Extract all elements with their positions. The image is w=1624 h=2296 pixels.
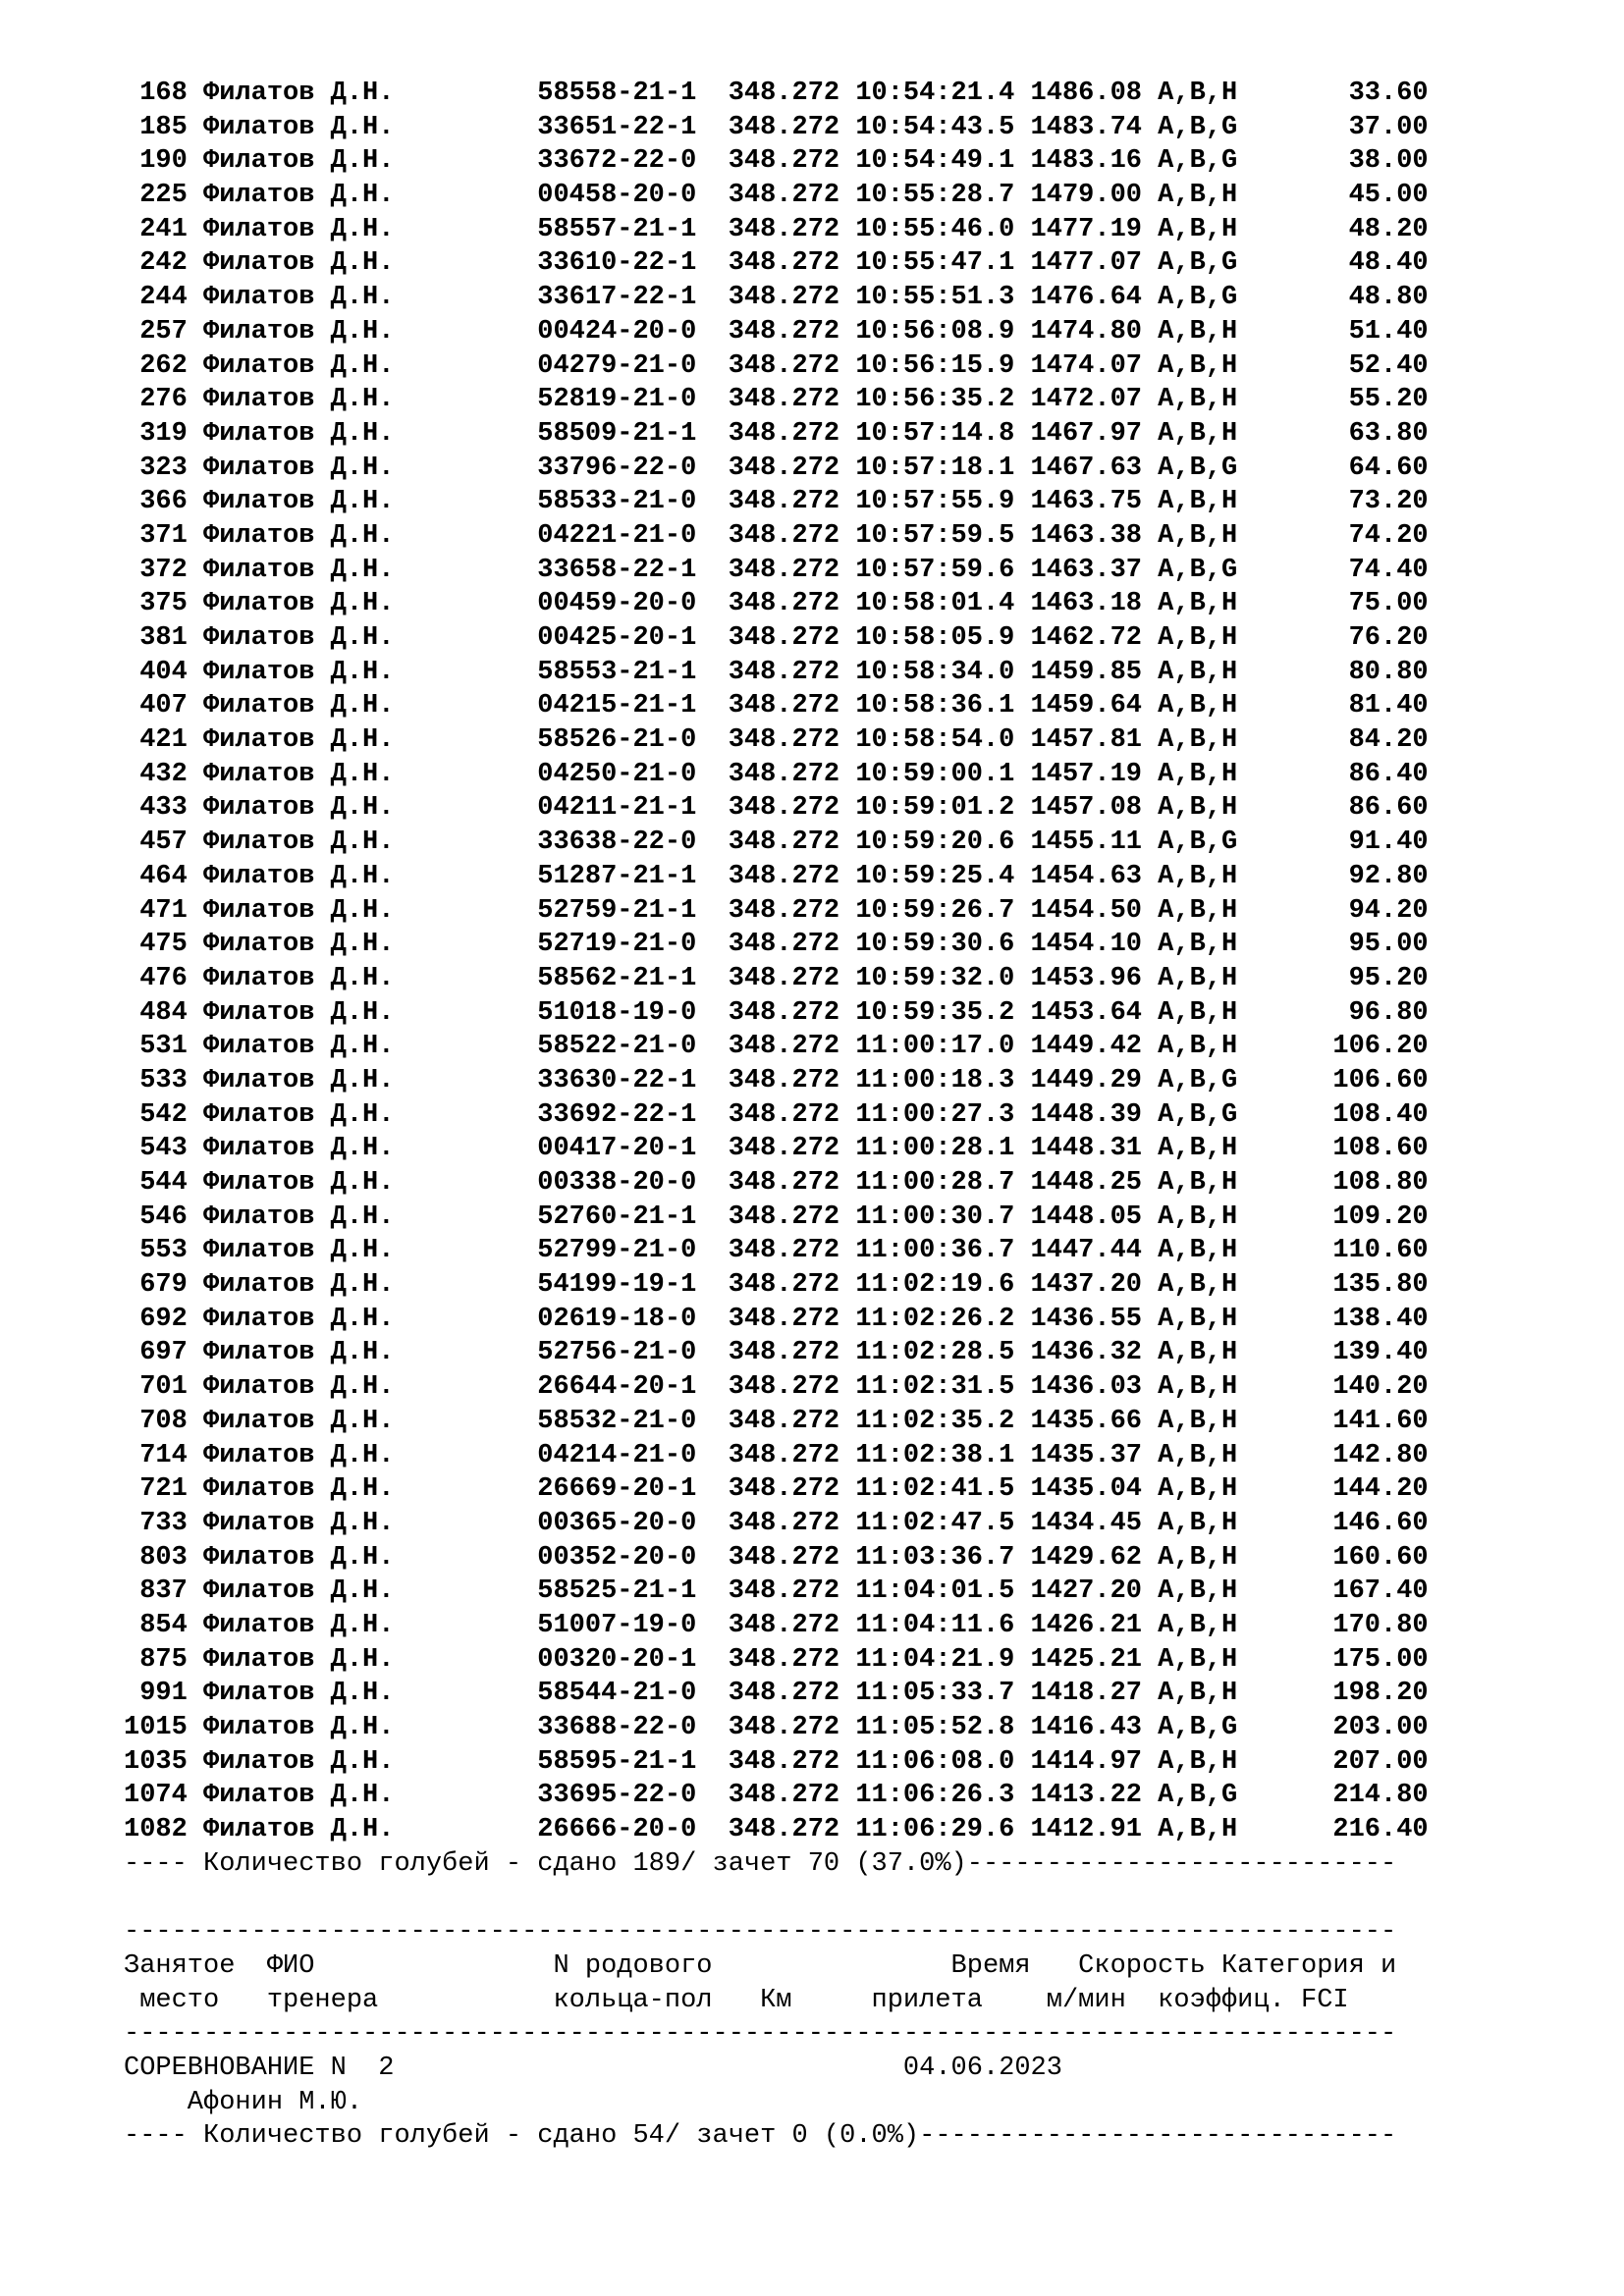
table-row: 475 Филатов Д.Н. 52719-21-0 348.272 10:59:30.6 1454.10 A,B,H 95.00 <box>124 930 1429 960</box>
table-row: 190 Филатов Д.Н. 33672-22-0 348.272 10:54:49.1 1483.16 A,B,G 38.00 <box>124 146 1429 177</box>
table-row: 542 Филатов Д.Н. 33692-22-1 348.272 11:00:27.3 1448.39 A,B,G 108.40 <box>124 1099 1429 1130</box>
table-row: 733 Филатов Д.Н. 00365-20-0 348.272 11:02:47.5 1434.45 A,B,H 146.60 <box>124 1508 1429 1538</box>
table-row: 381 Филатов Д.Н. 00425-20-1 348.272 10:58:05.9 1462.72 A,B,H 76.20 <box>124 623 1429 653</box>
table-row: 244 Филатов Д.Н. 33617-22-1 348.272 10:55:51.3 1476.64 A,B,G 48.80 <box>124 283 1429 313</box>
table-row: 242 Филатов Д.Н. 33610-22-1 348.272 10:55:47.1 1477.07 A,B,G 48.40 <box>124 248 1429 279</box>
competition-line: СОРЕВНОВАНИЕ N 2 04.06.2023 <box>124 2053 1062 2083</box>
table-row: 372 Филатов Д.Н. 33658-22-1 348.272 10:57:59.6 1463.37 A,B,G 74.40 <box>124 555 1429 585</box>
header-separator-bottom: -------------------------------------------------------------------------------- <box>124 2019 1397 2050</box>
table-row: 241 Филатов Д.Н. 58557-21-1 348.272 10:55:46.0 1477.19 A,B,H 48.20 <box>124 214 1429 244</box>
table-row: 708 Филатов Д.Н. 58532-21-0 348.272 11:02:35.2 1435.66 A,B,H 141.60 <box>124 1406 1429 1436</box>
table-row: 484 Филатов Д.Н. 51018-19-0 348.272 10:59:35.2 1453.64 A,B,H 96.80 <box>124 997 1429 1028</box>
table-row: 854 Филатов Д.Н. 51007-19-0 348.272 11:04:11.6 1426.21 A,B,H 170.80 <box>124 1610 1429 1640</box>
column-header-row-1: Занятое ФИО N родового Время Скорость Категория и <box>124 1950 1397 1981</box>
table-row: 692 Филатов Д.Н. 02619-18-0 348.272 11:02:26.2 1436.55 A,B,H 138.40 <box>124 1304 1429 1334</box>
table-row: 533 Филатов Д.Н. 33630-22-1 348.272 11:00:18.3 1449.29 A,B,G 106.60 <box>124 1065 1429 1095</box>
table-row: 421 Филатов Д.Н. 58526-21-0 348.272 10:58:54.0 1457.81 A,B,H 84.20 <box>124 725 1429 756</box>
header-separator-top: -------------------------------------------------------------------------------- <box>124 1917 1397 1948</box>
table-row: 531 Филатов Д.Н. 58522-21-0 348.272 11:00:17.0 1449.42 A,B,H 106.20 <box>124 1032 1429 1062</box>
table-row: 433 Филатов Д.Н. 04211-21-1 348.272 10:59:01.2 1457.08 A,B,H 86.60 <box>124 793 1429 824</box>
column-header-row-2: место тренера кольца-пол Км прилета м/мин коэффиц. FCI <box>124 1985 1349 2015</box>
table-row: 257 Филатов Д.Н. 00424-20-0 348.272 10:56:08.9 1474.80 A,B,H 51.40 <box>124 316 1429 347</box>
summary-line-2: ---- Количество голубей - сдано 54/ зачет 0 (0.0%)------------------------------ <box>124 2121 1397 2152</box>
table-row: 476 Филатов Д.Н. 58562-21-1 348.272 10:59:32.0 1453.96 A,B,H 95.20 <box>124 963 1429 993</box>
table-row: 371 Филатов Д.Н. 04221-21-0 348.272 10:57:59.5 1463.38 A,B,H 74.20 <box>124 520 1429 551</box>
table-row: 721 Филатов Д.Н. 26669-20-1 348.272 11:02:41.5 1435.04 A,B,H 144.20 <box>124 1474 1429 1505</box>
table-row: 991 Филатов Д.Н. 58544-21-0 348.272 11:05:33.7 1418.27 A,B,H 198.20 <box>124 1679 1429 1709</box>
table-row: 875 Филатов Д.Н. 00320-20-1 348.272 11:04:21.9 1425.21 A,B,H 175.00 <box>124 1644 1429 1675</box>
table-row: 168 Филатов Д.Н. 58558-21-1 348.272 10:54:21.4 1486.08 A,B,H 33.60 <box>124 79 1429 108</box>
blank-line <box>124 1881 1606 1915</box>
table-row: 407 Филатов Д.Н. 04215-21-1 348.272 10:58:36.1 1459.64 A,B,H 81.40 <box>124 691 1429 721</box>
table-row: 464 Филатов Д.Н. 51287-21-1 348.272 10:59:25.4 1454.63 A,B,H 92.80 <box>124 861 1429 891</box>
summary-line-1: ---- Количество голубей - сдано 189/ зачет 70 (37.0%)--------------------------- <box>124 1848 1397 1879</box>
table-row: 544 Филатов Д.Н. 00338-20-0 348.272 11:00:28.7 1448.25 A,B,H 108.80 <box>124 1168 1429 1198</box>
table-row: 319 Филатов Д.Н. 58509-21-1 348.272 10:57:14.8 1467.97 A,B,H 63.80 <box>124 418 1429 449</box>
table-row: 546 Филатов Д.Н. 52760-21-1 348.272 11:00:30.7 1448.05 A,B,H 109.20 <box>124 1201 1429 1232</box>
results-table <box>124 77 1606 1847</box>
table-row: 225 Филатов Д.Н. 00458-20-0 348.272 10:55:28.7 1479.00 A,B,H 45.00 <box>124 181 1429 211</box>
table-row: 432 Филатов Д.Н. 04250-21-0 348.272 10:59:00.1 1457.19 A,B,H 86.40 <box>124 759 1429 789</box>
table-row: 803 Филатов Д.Н. 00352-20-0 348.272 11:03:36.7 1429.62 A,B,H 160.60 <box>124 1542 1429 1573</box>
table-row: 679 Филатов Д.Н. 54199-19-1 348.272 11:02:19.6 1437.20 A,B,H 135.80 <box>124 1270 1429 1301</box>
table-row: 366 Филатов Д.Н. 58533-21-0 348.272 10:57:55.9 1463.75 A,B,H 73.20 <box>124 487 1429 517</box>
table-row: 1035 Филатов Д.Н. 58595-21-1 348.272 11:06:08.0 1414.97 A,B,H 207.00 <box>124 1746 1429 1777</box>
table-row: 697 Филатов Д.Н. 52756-21-0 348.272 11:02:28.5 1436.32 A,B,H 139.40 <box>124 1338 1429 1368</box>
table-row: 714 Филатов Д.Н. 04214-21-0 348.272 11:02:38.1 1435.37 A,B,H 142.80 <box>124 1440 1429 1470</box>
table-row: 457 Филатов Д.Н. 33638-22-0 348.272 10:59:20.6 1455.11 A,B,G 91.40 <box>124 828 1429 858</box>
table-row: 471 Филатов Д.Н. 52759-21-1 348.272 10:59:26.7 1454.50 A,B,H 94.20 <box>124 895 1429 926</box>
table-row: 837 Филатов Д.Н. 58525-21-1 348.272 11:04:01.5 1427.20 A,B,H 167.40 <box>124 1576 1429 1607</box>
table-row: 375 Филатов Д.Н. 00459-20-0 348.272 10:58:01.4 1463.18 A,B,H 75.00 <box>124 589 1429 619</box>
table-row: 323 Филатов Д.Н. 33796-22-0 348.272 10:57:18.1 1467.63 A,B,G 64.60 <box>124 453 1429 483</box>
table-row: 553 Филатов Д.Н. 52799-21-0 348.272 11:00:36.7 1447.44 A,B,H 110.60 <box>124 1236 1429 1266</box>
table-row: 262 Филатов Д.Н. 04279-21-0 348.272 10:56:15.9 1474.07 A,B,H 52.40 <box>124 350 1429 381</box>
table-row: 276 Филатов Д.Н. 52819-21-0 348.272 10:56:35.2 1472.07 A,B,H 55.20 <box>124 385 1429 415</box>
table-row: 701 Филатов Д.Н. 26644-20-1 348.272 11:02:31.5 1436.03 A,B,H 140.20 <box>124 1372 1429 1403</box>
table-row: 185 Филатов Д.Н. 33651-22-1 348.272 10:54:43.5 1483.74 A,B,G 37.00 <box>124 112 1429 142</box>
table-row: 1074 Филатов Д.Н. 33695-22-0 348.272 11:06:26.3 1413.22 A,B,G 214.80 <box>124 1781 1429 1811</box>
table-row: 404 Филатов Д.Н. 58553-21-1 348.272 10:58:34.0 1459.85 A,B,H 80.80 <box>124 657 1429 687</box>
results-document <box>124 77 1606 2154</box>
table-row: 543 Филатов Д.Н. 00417-20-1 348.272 11:00:28.1 1448.31 A,B,H 108.60 <box>124 1134 1429 1164</box>
trainer-line: Афонин М.Ю. <box>124 2087 363 2117</box>
table-row: 1015 Филатов Д.Н. 33688-22-0 348.272 11:05:52.8 1416.43 A,B,G 203.00 <box>124 1713 1429 1742</box>
table-row: 1082 Филатов Д.Н. 26666-20-0 348.272 11:06:29.6 1412.91 A,B,H 216.40 <box>124 1815 1429 1845</box>
